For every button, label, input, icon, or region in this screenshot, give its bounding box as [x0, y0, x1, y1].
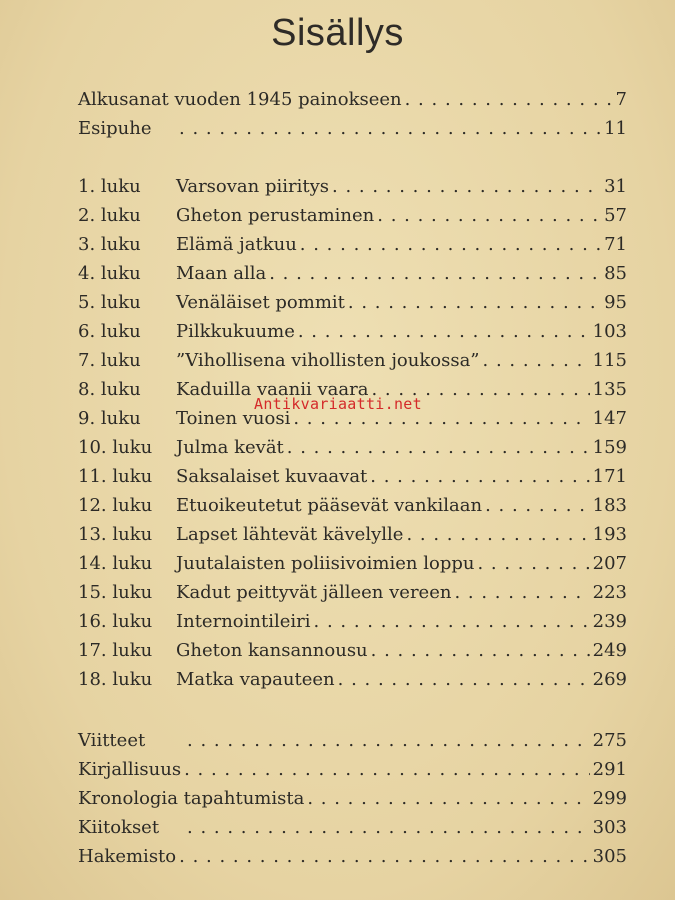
entry-title: Lapset lähtevät kävelylle	[176, 524, 404, 545]
chapter-label: 14. luku	[78, 553, 153, 574]
toc-row-chapter	[0, 318, 675, 346]
toc-row-chapter	[0, 202, 675, 230]
toc-entry	[176, 579, 627, 607]
toc-entry	[176, 434, 627, 462]
page-number: 275	[592, 730, 627, 751]
chapter-label: 10. luku	[78, 437, 153, 458]
toc-row-chapter	[0, 289, 675, 317]
page-number: 57	[604, 205, 627, 226]
entry-title: Juutalaisten poliisivoimien loppu	[176, 553, 475, 574]
toc-row-chapter	[0, 492, 675, 520]
dot-leader	[477, 550, 589, 578]
chapter-label: 18. luku	[78, 669, 153, 690]
toc-row-chapter	[0, 463, 675, 491]
dot-leader	[179, 843, 590, 871]
dot-leader	[332, 173, 601, 201]
entry-title: Pilkkukuume	[176, 321, 295, 342]
entry-title: Viitteet	[78, 730, 146, 751]
toc-row-chapter	[0, 608, 675, 636]
chapter-label: 4. luku	[78, 263, 141, 284]
chapter-label: 11. luku	[78, 466, 153, 487]
toc-row-back-3	[0, 814, 675, 842]
entry-title: Julma kevät	[176, 437, 284, 458]
entry-title: Matka vapauteen	[176, 669, 335, 690]
page-number: 171	[592, 466, 627, 487]
dot-leader	[371, 637, 590, 665]
page-number: 135	[592, 379, 627, 400]
dot-leader	[287, 434, 590, 462]
chapter-label: 6. luku	[78, 321, 141, 342]
page-number: 269	[592, 669, 627, 690]
entry-title: Kadut peittyvät jälleen vereen	[176, 582, 452, 603]
toc-row-chapter	[0, 521, 675, 549]
page-number: 239	[592, 611, 627, 632]
toc-entry	[176, 637, 627, 665]
entry-title: Hakemisto	[78, 846, 177, 867]
chapter-label: 12. luku	[78, 495, 153, 516]
dot-leader	[184, 756, 590, 784]
page-number: 159	[592, 437, 627, 458]
dot-leader	[483, 347, 590, 375]
toc-entry	[176, 202, 627, 230]
page-number: 95	[604, 292, 627, 313]
dot-leader	[377, 202, 601, 230]
chapter-label: 3. luku	[78, 234, 141, 255]
dot-leader	[338, 666, 590, 694]
dot-leader	[314, 608, 590, 636]
toc-row-back-4	[0, 843, 675, 871]
toc-row-chapter	[0, 434, 675, 462]
dot-leader	[298, 318, 590, 346]
toc-row-chapter	[0, 231, 675, 259]
toc-row-chapter	[0, 637, 675, 665]
chapter-label: 13. luku	[78, 524, 153, 545]
entry-title: Saksalaiset kuvaavat	[176, 466, 368, 487]
chapter-label: 9. luku	[78, 408, 141, 429]
toc-entry	[176, 115, 627, 143]
dot-leader	[348, 289, 601, 317]
dot-leader	[406, 521, 589, 549]
chapter-label: 1. luku	[78, 176, 141, 197]
toc-entry	[176, 173, 627, 201]
toc-row-back-0	[0, 727, 675, 755]
toc-row-front-0	[0, 86, 675, 114]
entry-title: Kaduilla vaanii vaara	[176, 379, 369, 400]
page-number: 147	[592, 408, 627, 429]
dot-leader	[187, 814, 590, 842]
entry-title: Alkusanat vuoden 1945 painokseen	[78, 89, 402, 110]
toc-entry	[176, 666, 627, 694]
dot-leader	[187, 727, 590, 755]
page-number: 11	[604, 118, 627, 139]
page-number: 71	[604, 234, 627, 255]
toc-entry	[176, 608, 627, 636]
page-number: 7	[615, 89, 627, 110]
dot-leader	[485, 492, 590, 520]
toc-entry	[176, 260, 627, 288]
page-number: 193	[592, 524, 627, 545]
entry-title: Elämä jatkuu	[176, 234, 297, 255]
entry-title: Venäläiset pommit	[176, 292, 345, 313]
entry-title: Maan alla	[176, 263, 267, 284]
page-number: 103	[592, 321, 627, 342]
toc-entry	[184, 727, 627, 755]
page-number: 223	[592, 582, 627, 603]
toc-row-back-1	[0, 756, 675, 784]
toc-entry	[176, 492, 627, 520]
page-number: 183	[592, 495, 627, 516]
chapter-label: 16. luku	[78, 611, 153, 632]
page-number: 299	[592, 788, 627, 809]
entry-title: Varsovan piiritys	[176, 176, 330, 197]
toc-entry	[78, 756, 627, 784]
chapter-label: 5. luku	[78, 292, 141, 313]
toc-entry	[184, 814, 627, 842]
toc-row-chapter	[0, 173, 675, 201]
chapter-label: 2. luku	[78, 205, 141, 226]
page-number: 305	[592, 846, 627, 867]
chapter-label: 17. luku	[78, 640, 153, 661]
toc-entry	[176, 347, 627, 375]
page-title: Sisällys	[271, 12, 404, 54]
entry-title: Gheton perustaminen	[176, 205, 375, 226]
toc-row-front-1	[0, 115, 675, 143]
dot-leader	[405, 86, 613, 114]
page-number: 249	[592, 640, 627, 661]
page-number: 31	[604, 176, 627, 197]
entry-title: Esipuhe	[78, 118, 152, 139]
entry-title: Etuoikeutetut pääsevät vankilaan	[176, 495, 483, 516]
toc-entry	[78, 86, 627, 114]
dot-leader	[179, 115, 601, 143]
toc-row-back-2	[0, 785, 675, 813]
toc-entry	[176, 231, 627, 259]
dot-leader	[454, 579, 589, 607]
toc-entry	[176, 521, 627, 549]
page-number: 303	[592, 817, 627, 838]
page-number: 207	[592, 553, 627, 574]
toc-row-chapter	[0, 260, 675, 288]
dot-leader	[370, 463, 589, 491]
page-number: 85	[604, 263, 627, 284]
dot-leader	[269, 260, 601, 288]
toc-row-chapter	[0, 347, 675, 375]
entry-title: ”Vihollisena vihollisten joukossa”	[176, 350, 480, 371]
toc-entry	[176, 318, 627, 346]
toc-entry	[78, 843, 627, 871]
watermark-text: Antikvariaatti.net	[254, 395, 422, 413]
dot-leader	[300, 231, 601, 259]
toc-entry	[78, 785, 627, 813]
chapter-label: 8. luku	[78, 379, 141, 400]
entry-title: Internointileiri	[176, 611, 311, 632]
toc-entry	[176, 463, 627, 491]
page-number: 115	[592, 350, 627, 371]
dot-leader	[307, 785, 589, 813]
toc-row-chapter	[0, 666, 675, 694]
toc-row-chapter	[0, 550, 675, 578]
chapter-label: 7. luku	[78, 350, 141, 371]
entry-title: Kronologia tapahtumista	[78, 788, 305, 809]
toc-entry	[176, 289, 627, 317]
entry-title: Kirjallisuus	[78, 759, 182, 780]
toc-entry	[176, 550, 627, 578]
entry-title: Kiitokset	[78, 817, 160, 838]
entry-title: Gheton kansannousu	[176, 640, 368, 661]
entry-title: Toinen vuosi	[176, 408, 291, 429]
chapter-label: 15. luku	[78, 582, 153, 603]
page-number: 291	[592, 759, 627, 780]
toc-row-chapter	[0, 579, 675, 607]
